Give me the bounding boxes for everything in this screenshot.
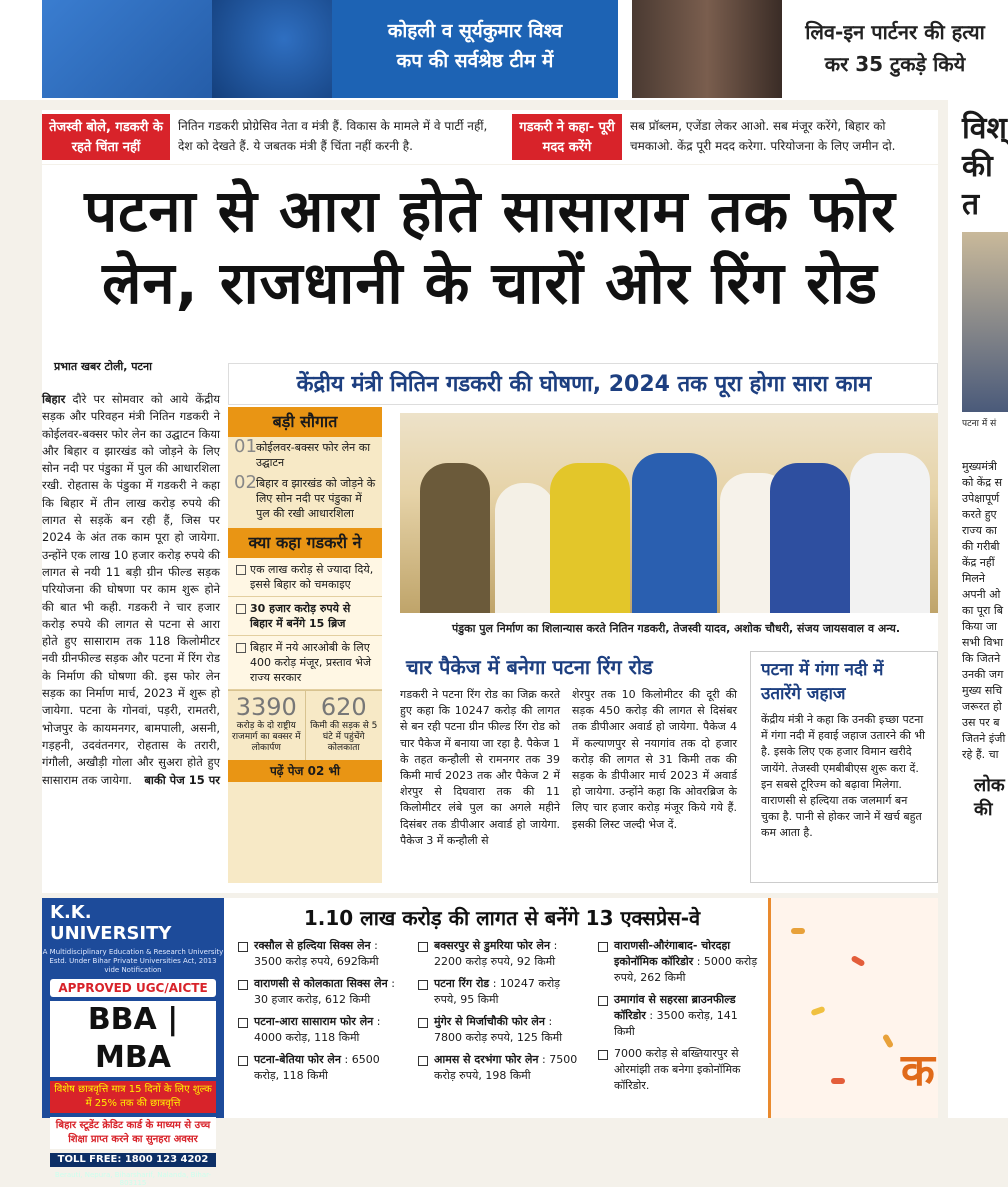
toll-free[interactable]: TOLL FREE: 1800 123 4202 xyxy=(50,1153,216,1167)
expressway-col3 xyxy=(598,938,758,1100)
adjacent-text: मुख्यमंत्री को केंद्र स उपेक्षापूर्ण करते हुए राज्य का की गरीबी केंद्र नहीं मिलने अपनी ओ का पूरा बि किया जा सभी विभा कि जितने उनकी जग मुख्य सचि जरूरत हो उस पर ब जितने इंजी रहे हैं. चा xyxy=(962,460,1006,761)
stat-label: किमी की सड़क से 5 घंटे में पहुंचेंगे कोलकाता xyxy=(310,721,378,753)
university-ad[interactable] xyxy=(42,898,224,1187)
expressway-name: बक्सरपुर से डुमरिया फोर लेन xyxy=(434,939,551,952)
expressway-name: मुंगेर से मिर्जाचौकी फोर लेन xyxy=(434,1015,545,1028)
quote-gadkari: सब प्रॉब्लम, एजेंडा लेकर आओ. सब मंजूर करेंगे, बिहार को चमकाओ. केंद्र पूरी मदद करेगा. परियोजना के लिए जमीन दो. xyxy=(630,119,896,153)
news-photo xyxy=(400,413,938,613)
celebration-text: क xyxy=(901,1045,935,1096)
expressway-detail: : 3500 करोड़, 141 किमी xyxy=(614,1009,738,1038)
adjacent-article xyxy=(948,100,1008,1118)
expressway-item xyxy=(418,1014,578,1046)
highlights-title: बड़ी सौगात xyxy=(228,407,382,437)
expressway-detail: 7000 करोड़ से बख्तियारपुर से ओरमांझी तक बनेगा इकोनॉमिक कॉरिडोर. xyxy=(614,1047,741,1092)
expressway-detail: : 3500 करोड़ रुपये, 692किमी xyxy=(254,939,379,968)
highlight-item xyxy=(228,473,382,524)
body-text: दौरे पर सोमवार को आये केंद्रीय सड़क और परिवहन मंत्री नितिन गडकरी ने कोईलवर-बक्सर फोर लेन का उद्घाटन किया और बिहार व झारखंड को जोड़ने के लिए सोन नदी पर पंडुका में पुल की आधारशिला रखी. रोहतास के पंडुका में गडकरी ने कहा कि बिहार में तीन लाख करोड़ रुपये की लागत से सड़कें बन रही हैं, जिस पर 2024 के अंत तक काम पूरा हो जायेगा. उन्होंने एक लाख 10 हजार करोड़ रुपये की लागत से नयी 11 बड़ी ग्रीन फील्ड सड़क परियोजना की घोषणा पर काम शुरू होने की बात भी कही. गडकरी ने चार हजार करोड़ रुपये की लागत से पटना से आरा होते हुए सासाराम तक 118 किलोमीटर नवी ग्रीनफील्ड सड़क और पटना में रिंग रोड के निर्माण की घोषणा की. इस फोर लेन सड़क का निर्माण मार्च, 2023 में शुरू हो जायेगा. पटना के गोनवां, पड़री, रामतरी, भोजपुर के कायमनगर, बामपाली, असनी, गड़हनी, उदवंतनगर, रोहतास के तरारी, गंगौली, अखौड़ी गोला और सुअरा होते हुए सासाराम तक जायेगा. xyxy=(42,392,221,787)
ring-road-col1: गडकरी ने पटना रिंग रोड का जिक्र करते हुए कहा कि 10247 करोड़ की लागत से बन रही पटना ग्रीन फील्ड रिंग रोड को चार पैकेज में बनाया जा रहा है. पैकेज 1 के तहत कन्हौली से रामनगर तक 39 किमी मार्च 2023 तक और पैकेज 2 में शेरपुर से दिघवारा तक की 11 किलोमीटर लंबे पुल का अगले महीने दिसंबर तक डीपीआर अवार्ड हो जायेगा. पैकेज 3 में कन्हौली से xyxy=(400,688,560,847)
adjacent-title: की त xyxy=(962,149,993,222)
person-figure xyxy=(495,483,555,613)
address: Berauti, Nepura, Biharsharif, Nalanda, Bihar-803115 xyxy=(54,1171,212,1187)
expressway-detail: : 7500 करोड़ रुपये, 198 किमी xyxy=(434,1053,578,1082)
continue-link[interactable]: बाकी पेज 15 पर xyxy=(144,772,220,787)
expressway-item xyxy=(238,938,404,970)
promo-line: लिव-इन पार्टनर की हत्या xyxy=(805,20,985,44)
person-figure xyxy=(850,453,930,613)
ganga-text: केंद्रीय मंत्री ने कहा कि उनकी इच्छा पटना में गंगा नदी में हवाई जहाज उतारने की भी है. इसके लिए एक हजार विमान खरीदे जायेंगे. तेजस्वी एमबीबीएस शुरू करा दें. इन सबसे टूरिज्म को बढ़ावा मिलेगा. वाराणसी से हल्दिया तक जलमार्ग बन चुका है. पानी से होकर जाने में खर्च बहुत कम आता है. xyxy=(761,713,926,840)
university-tagline: A Multidisciplinary Education & Research University xyxy=(42,948,224,956)
read-page-link[interactable]: पढ़ें पेज 02 भी xyxy=(228,760,382,782)
course-title: BBA | MBA xyxy=(50,1001,216,1077)
promo-photo xyxy=(632,0,782,98)
expressway-item xyxy=(598,938,758,986)
expressway-detail: : 6500 करोड़, 118 किमी xyxy=(254,1053,380,1082)
stat-box xyxy=(228,691,306,760)
bottom-section xyxy=(42,898,938,1187)
subhead: केंद्रीय मंत्री नितिन गडकरी की घोषणा, 2024 तक पूरा होगा सारा काम xyxy=(296,372,872,397)
stats-row xyxy=(228,690,382,760)
confetti-shape xyxy=(882,1033,894,1048)
expressway-col1 xyxy=(238,938,404,1090)
confetti-shape xyxy=(850,955,865,967)
confetti-shape xyxy=(791,928,805,934)
expressway-detail: : 4000 करोड़, 118 किमी xyxy=(254,1015,381,1044)
expressway-item xyxy=(418,938,578,970)
quote-strip xyxy=(42,110,938,164)
expressway-col2 xyxy=(418,938,578,1090)
expressway-name: उमागांव से सहरसा ब्राउनफील्ड कॉरिडोर xyxy=(614,993,736,1022)
confetti-shape xyxy=(810,1006,825,1016)
expressway-item xyxy=(418,1052,578,1084)
stat-label: करोड़ के दो राष्ट्रीय राजमार्ग का बक्सर में लोकार्पण xyxy=(232,721,301,753)
credit-card-offer: बिहार स्टूडेंट क्रेडिट कार्ड के माध्यम से उच्च शिक्षा प्राप्त करने का सुनहरा अवसर xyxy=(50,1117,216,1149)
highlight-text: कोईलवर-बक्सर फोर लेन का उद्घाटन xyxy=(256,441,371,469)
expressway-item xyxy=(598,992,758,1040)
promo-text xyxy=(332,0,618,98)
headline: पटना से आरा होते सासाराम तक फोर लेन, राजधानी के चारों ओर रिंग रोड xyxy=(84,177,896,317)
person-figure xyxy=(420,463,490,613)
expressway-name: पटना-बेतिया फोर लेन xyxy=(254,1053,341,1066)
highlight-number: 02 xyxy=(234,472,257,493)
expressway-item xyxy=(238,1014,404,1046)
promo-kohli[interactable] xyxy=(42,0,618,98)
university-estd: Estd. Under Bihar Private Universities Act, 2013 vide Notification xyxy=(49,957,217,974)
expressway-item xyxy=(598,1046,758,1094)
expressway-item xyxy=(238,1052,404,1084)
highlight-item xyxy=(228,437,382,473)
stat-number: 3390 xyxy=(235,693,297,721)
ring-road-col2: शेरपुर तक 10 किलोमीटर की दूरी की सड़क 450 करोड़ की लागत से दिसंबर तक डीपीआर अवार्ड हो जायेगा. पैकेज 4 में कल्याणपुर से नयागांव तक दो हजार करोड़ की लागत से 31 किमी तक की सड़क के डीपीआर मार्च 2023 में अवार्ड हो जायेगा. उन्होंने कहा कि ओवरब्रिज के लिए चार हजार करोड़ मंजूर किये गये हैं. इसकी लिस्ट जल्दी भेज दें. xyxy=(572,688,737,831)
stat-number: 620 xyxy=(320,693,367,721)
highlight-number: 01 xyxy=(234,436,257,457)
expressway-item xyxy=(238,976,404,1008)
body-column xyxy=(42,391,220,789)
expressway-name: रक्सौल से हल्दिया सिक्स लेन xyxy=(254,939,371,952)
expressway-detail: : 5000 करोड़ रुपये, 262 किमी xyxy=(614,955,758,984)
expressway-name: पटना-आरा सासाराम फोर लेन xyxy=(254,1015,374,1028)
expressway-name: पटना रिंग रोड xyxy=(434,977,490,990)
adjacent-bottom: लोक की xyxy=(974,775,1005,820)
expressway-item xyxy=(418,976,578,1008)
quote-bullet: 30 हजार करोड़ रुपये से बिहार में बनेंगे 15 ब्रिज xyxy=(228,597,382,636)
highlight-text: बिहार व झारखंड को जोड़ने के लिए सोन नदी पर पंडुका में पुल की रखी आधारशिला xyxy=(256,477,376,520)
expressway-name: आमस से दरभंगा फोर लेन xyxy=(434,1053,539,1066)
promo-line: कप की सर्वश्रेष्ठ टीम में xyxy=(396,50,554,72)
stat-box xyxy=(306,691,383,760)
celebration-ad[interactable] xyxy=(768,898,938,1118)
subhead-band xyxy=(228,363,938,405)
expressway-title: 1.10 लाख करोड़ की लागत से बनेंगे 13 एक्सप्रेस-वे xyxy=(303,906,701,930)
byline: प्रभात खबर टोली, पटना xyxy=(54,360,153,373)
photo-caption: पंडुका पुल निर्माण का शिलान्यास करते नितिन गडकरी, तेजस्वी यादव, अशोक चौधरी, संजय जायसवाल व अन्य. xyxy=(452,622,901,635)
approval-badge: APPROVED UGC/AICTE xyxy=(50,979,216,997)
university-name: K.K. UNIVERSITY xyxy=(50,902,172,944)
main-story xyxy=(42,165,938,893)
tag-tejashwi: तेजस्वी बोले, गडकरी के रहते चिंता नहीं xyxy=(42,114,170,160)
ganga-heading: पटना में गंगा नदी में उतारेंगे जहाज xyxy=(761,660,884,704)
expressway-detail: : 30 हजार करोड़, 612 किमी xyxy=(254,977,395,1006)
quote-tejashwi: नितिन गडकरी प्रोग्रेसिव नेता व मंत्री हैं. विकास के मामले में वे पार्टी नहीं, देश को देखते हैं. ये जबतक मंत्री हैं चिंता नहीं करनी है. xyxy=(178,119,488,153)
promo-livein[interactable] xyxy=(632,0,1008,98)
ganga-box xyxy=(750,651,938,883)
body-lead: बिहार xyxy=(42,392,66,406)
person-figure xyxy=(550,463,630,613)
ring-road-heading: चार पैकेज में बनेगा पटना रिंग रोड xyxy=(406,655,653,679)
promo-line: कोहली व सूर्यकुमार विश्व xyxy=(387,20,563,42)
tag-gadkari: गडकरी ने कहा- पूरी मदद करेंगे xyxy=(512,114,622,160)
quote-bullet: बिहार में नये आरओबी के लिए 400 करोड़ मंजूर, प्रस्ताव भेजे राज्य सरकार xyxy=(228,636,382,690)
adjacent-photo xyxy=(962,232,1008,412)
confetti-shape xyxy=(831,1078,845,1084)
scholarship-offer: विशेष छात्रवृत्ति मात्र 15 दिनों के लिए शुल्क में 25% तक की छात्रवृत्ति xyxy=(50,1081,216,1113)
adjacent-caption: पटना में सं xyxy=(962,419,997,429)
expressway-detail: : 2200 करोड़ रुपये, 92 किमी xyxy=(434,939,558,968)
expressway-name: वाराणसी से कोलकाता सिक्स लेन xyxy=(254,977,388,990)
person-figure xyxy=(632,453,717,613)
adjacent-title: विश् xyxy=(962,111,1007,146)
expressway-detail: : 10247 करोड़ रुपये, 95 किमी xyxy=(434,977,561,1006)
expressway-detail: : 7800 करोड़ रुपये, 125 किमी xyxy=(434,1015,563,1044)
person-figure xyxy=(770,463,850,613)
promo-text xyxy=(782,0,1008,98)
quotes-title: क्या कहा गडकरी ने xyxy=(228,528,382,558)
expressway-name: वाराणसी-औरंगाबाद- चोरदहा इकोनॉमिक कॉरिडोर xyxy=(614,939,731,968)
jersey-image xyxy=(212,0,332,98)
quote-bullet: एक लाख करोड़ से ज्यादा दिये, इससे बिहार को चमकाइए xyxy=(228,558,382,597)
highlights-box xyxy=(228,407,382,883)
promo-line: कर 35 टुकड़े किये xyxy=(824,52,966,76)
